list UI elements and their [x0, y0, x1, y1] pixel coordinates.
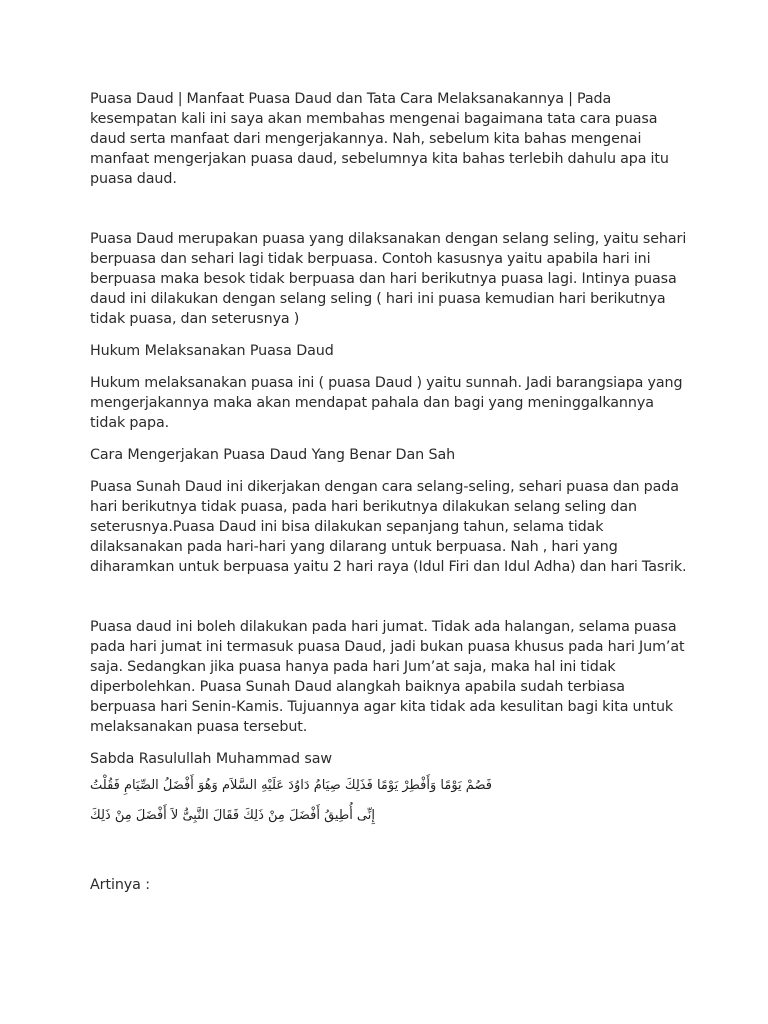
definition-paragraph: Puasa Daud merupakan puasa yang dilaksanakan dengan selang seling, yaitu sehari berpuasa dan sehari lagi tidak berpuasa. Contoh kasusnya yaitu apabila hari ini berpuasa maka besok tidak berpuasa dan hari berikutnya puasa lagi. Intinya puasa daud ini dilakukan dengan selang seling ( hari ini puasa kemudian hari berikutnya tidak puasa, dan seterusnya )	[90, 231, 687, 327]
spacer	[90, 465, 690, 477]
spacer	[90, 737, 690, 749]
spacer	[90, 433, 690, 445]
intro-paragraph: Puasa Daud | Manfaat Puasa Daud dan Tata Cara Melaksanakannya | Pada kesempatan kali ini saya akan membahas mengenai bagaimana tata cara puasa daud serta manfaat dari mengerjakannya. Nah, sebelum kita bahas mengenai manfaat mengerjakan puasa daud, sebelumnya kita bahas terlebih dahulu apa itu puasa daud.	[90, 91, 669, 187]
cara-paragraph: Puasa Sunah Daud ini dikerjakan dengan cara selang-seling, sehari puasa dan pada hari berikutnya tidak puasa, pada hari berikutnya dilakukan selang seling dan seterusnya.Puasa Daud ini bisa dilakukan sepanjang tahun, selama tidak dilaksanakan pada hari-hari yang dilarang untuk berpuasa. Nah , hari yang diharamkan untuk berpuasa yaitu 2 hari raya (Idul Firi dan Idul Adha) dan hari Tasrik.	[90, 479, 687, 575]
heading-hukum: Hukum Melaksanakan Puasa Daud	[90, 343, 334, 359]
arabic-hadith	[90, 771, 690, 801]
arabic-hadith-2	[90, 801, 690, 831]
spacer	[90, 831, 690, 875]
document-page	[90, 89, 690, 895]
spacer	[90, 577, 690, 617]
arabic-line-1: فَصُمْ يَوْمًا وَأَفْطِرْ يَوْمًا فَذَلِكَ صِيَامُ دَاوُدَ عَلَيْهِ السَّلاَم وَهُوَ أَفْضَلُ الصِّيَامِ فَقُلْتُ	[90, 778, 492, 793]
artinya-label: Artinya :	[90, 877, 150, 893]
arabic-line-2: إِنِّى أُطِيقُ أَفْضَلَ مِنْ ذَلِكَ فَقَالَ النَّبِىُّ لاَ أَفْضَلَ مِنْ ذَلِكَ	[90, 808, 375, 823]
heading-cara: Cara Mengerjakan Puasa Daud Yang Benar Dan Sah	[90, 447, 456, 463]
sabda-heading: Sabda Rasulullah Muhammad saw	[90, 751, 332, 767]
spacer	[90, 329, 690, 341]
jumat-paragraph: Puasa daud ini boleh dilakukan pada hari jumat. Tidak ada halangan, selama puasa pada hari jumat ini termasuk puasa Daud, jadi bukan puasa khusus pada hari Jum’at saja. Sedangkan jika puasa hanya pada hari Jum’at saja, maka hal ini tidak diperbolehkan. Puasa Sunah Daud alangkah baiknya apabila sudah terbiasa berpuasa hari Senin-Kamis. Tujuannya agar kita tidak ada kesulitan bagi kita untuk melaksanakan puasa tersebut.	[90, 619, 685, 735]
spacer	[90, 361, 690, 373]
hukum-paragraph: Hukum melaksanakan puasa ini ( puasa Daud ) yaitu sunnah. Jadi barangsiapa yang mengerjakannya maka akan mendapat pahala dan bagi yang meninggalkannya tidak papa.	[90, 375, 683, 431]
spacer	[90, 189, 690, 229]
